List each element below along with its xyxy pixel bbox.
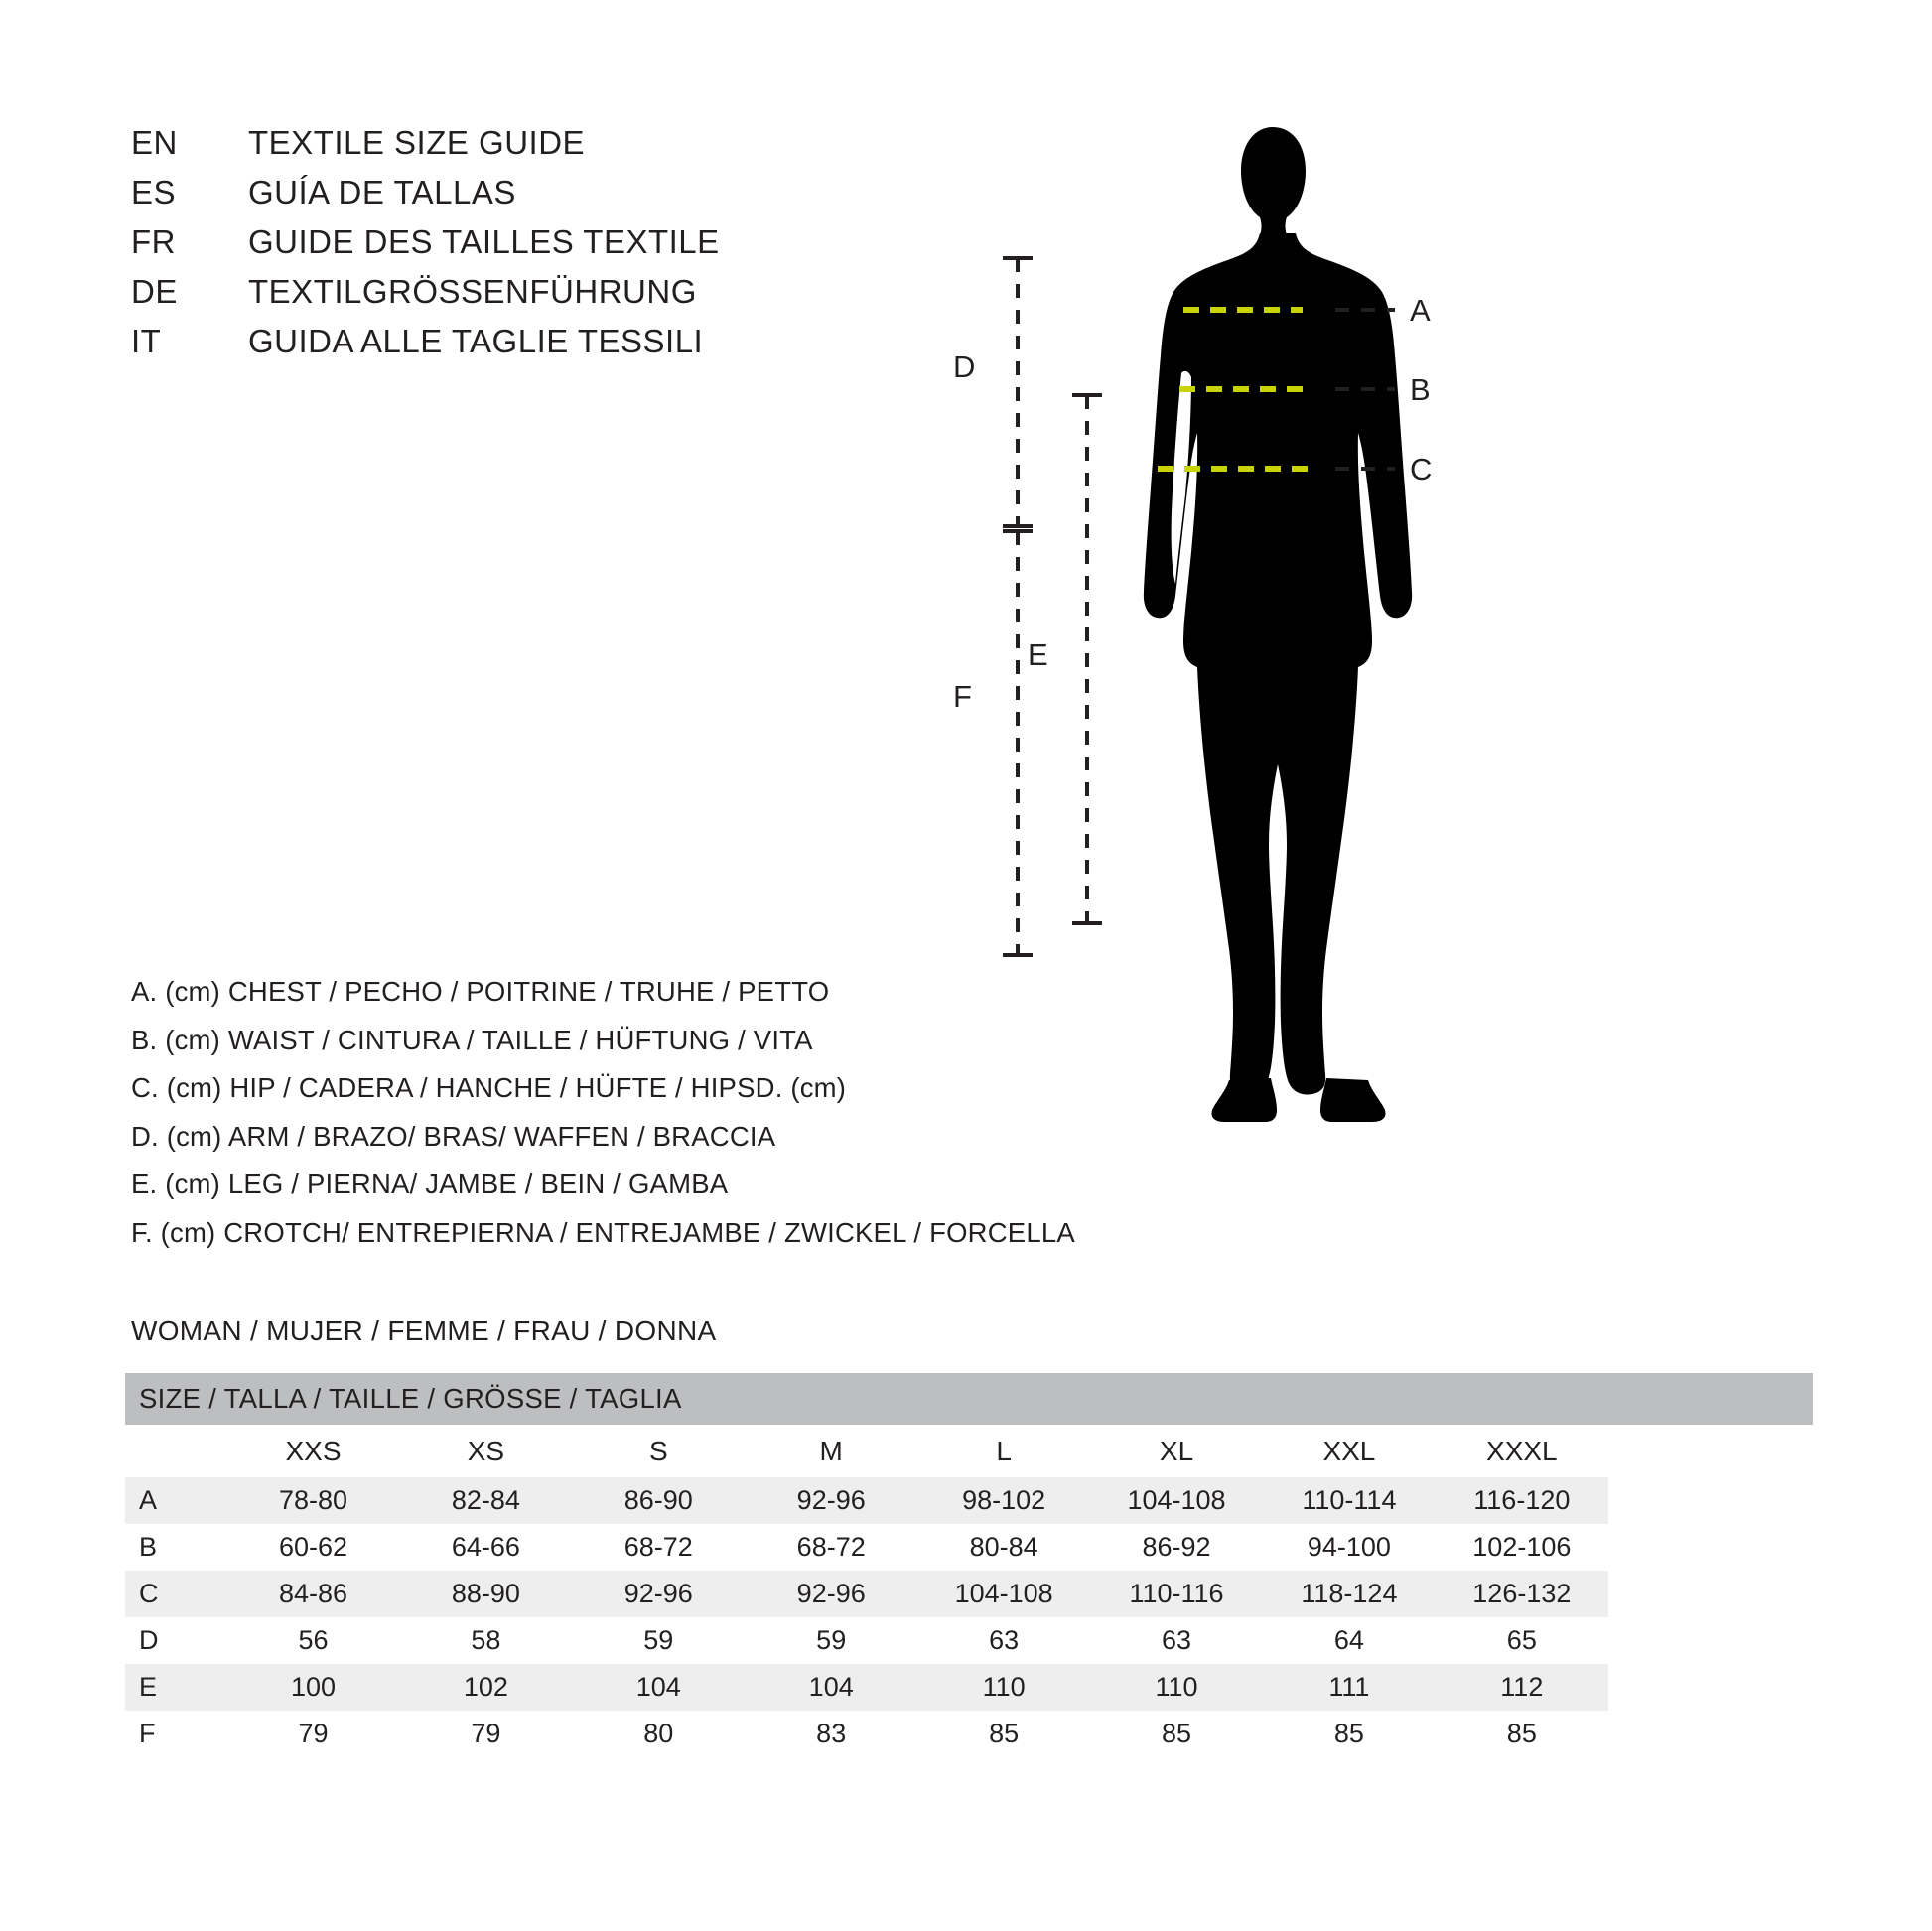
cell: 111 [1263,1664,1436,1711]
cell: 79 [471,1719,501,1748]
cell: 85 [1506,1719,1537,1748]
table-header-row [125,1373,1813,1425]
measurement-legend [131,968,1183,1257]
cell: 104-108 [1090,1477,1263,1524]
table-row [125,1571,1813,1617]
cell: 84-86 [227,1571,400,1617]
language-title-block [131,124,886,372]
language-code: EN [131,124,178,161]
language-title: TEXTILE SIZE GUIDE [248,124,586,161]
cell: 63 [1161,1625,1192,1655]
cell: 85 [1161,1719,1192,1748]
table-row [125,1477,1813,1524]
cell: 92-96 [745,1571,917,1617]
cell: 98-102 [917,1477,1090,1524]
legend-item-f: F. (cm) CROTCH/ ENTREPIERNA / ENTREJAMBE / ZWICKEL / FORCELLA [131,1216,1075,1248]
size-header-xs: XS [467,1435,505,1466]
cell: 86-90 [572,1477,745,1524]
cell: 92-96 [745,1477,917,1524]
language-code: IT [131,323,162,359]
cell: 110-116 [1090,1571,1263,1617]
row-label: B [139,1532,158,1562]
table-tail-cell [1608,1425,1813,1477]
cell: 68-72 [796,1532,866,1562]
size-header-xxs: XXS [285,1435,342,1466]
cell: 80 [643,1719,674,1748]
table-row [125,1617,1813,1664]
legend-item-a: A. (cm) CHEST / PECHO / POITRINE / TRUHE / PETTO [131,976,830,1007]
female-silhouette [1144,127,1412,1122]
size-header-l: L [996,1435,1012,1466]
language-code: DE [131,273,178,310]
cell: 104-108 [917,1571,1090,1617]
marker-label-e: E [1028,637,1048,672]
cell: 64 [1333,1625,1364,1655]
legend-item-e: E. (cm) LEG / PIERNA/ JAMBE / BEIN / GAMBA [131,1169,729,1199]
cell: 60-62 [278,1532,348,1562]
table-row [125,1711,1813,1757]
cell: 80-84 [969,1532,1038,1562]
measurement-diagram [953,79,1817,1191]
cell: 58 [471,1625,501,1655]
size-header-xxl: XXL [1322,1435,1376,1466]
table-header-label: SIZE / TALLA / TAILLE / GRÖSSE / TAGLIA [125,1373,1813,1425]
cell: 79 [298,1719,329,1748]
bracket-f [1003,531,1033,955]
cell: 110-114 [1263,1477,1436,1524]
table-tail-cell [1608,1664,1813,1711]
language-title: GUIDE DES TAILLES TEXTILE [248,223,720,260]
cell: 56 [298,1625,329,1655]
cell: 68-72 [623,1532,693,1562]
cell: 104 [572,1664,745,1711]
cell: 110 [917,1664,1090,1711]
bracket-d [1003,258,1033,526]
size-header-xl: XL [1159,1435,1194,1466]
table-row [125,1524,1813,1571]
size-header-s: S [648,1435,668,1466]
language-title: GUÍA DE TALLAS [248,174,516,210]
table-row [125,1664,1813,1711]
language-row [131,323,886,372]
marker-label-d: D [953,349,976,384]
cell: 102 [399,1664,572,1711]
row-label: F [139,1719,156,1748]
gender-label: WOMAN / MUJER / FEMME / FRAU / DONNA [131,1315,717,1346]
language-code: FR [131,223,176,260]
table-tail-cell [1608,1524,1813,1571]
cell: 86-92 [1142,1532,1211,1562]
cell: 88-90 [399,1571,572,1617]
language-row [131,124,886,174]
cell: 104 [745,1664,917,1711]
cell: 59 [643,1625,674,1655]
cell: 64-66 [451,1532,520,1562]
row-label: A [125,1477,227,1524]
size-table [125,1373,1813,1757]
marker-label-a: A [1410,293,1431,328]
row-label: D [139,1625,159,1655]
cell: 100 [227,1664,400,1711]
size-header-m: M [819,1435,843,1466]
cell: 118-124 [1263,1571,1436,1617]
cell: 94-100 [1307,1532,1391,1562]
cell: 102-106 [1472,1532,1572,1562]
cell: 78-80 [227,1477,400,1524]
marker-label-c: C [1410,452,1433,486]
marker-label-b: B [1410,372,1431,407]
language-row [131,174,886,223]
marker-label-f: F [953,679,972,714]
legend-item-d: D. (cm) ARM / BRAZO/ BRAS/ WAFFEN / BRACCIA [131,1120,776,1152]
table-tail-cell [1608,1477,1813,1524]
bracket-e [1072,395,1102,923]
cell: 116-120 [1436,1477,1608,1524]
language-row [131,273,886,323]
row-label: C [125,1571,227,1617]
cell: 82-84 [399,1477,572,1524]
legend-item-c: C. (cm) HIP / CADERA / HANCHE / HÜFTE / HIPSD. (cm) [131,1072,847,1103]
table-tail-cell [1608,1571,1813,1617]
cell: 85 [1333,1719,1364,1748]
legend-item-b: B. (cm) WAIST / CINTURA / TAILLE / HÜFTUNG / VITA [131,1024,813,1055]
row-label-empty [125,1425,227,1477]
cell: 112 [1436,1664,1608,1711]
language-title: GUIDA ALLE TAGLIE TESSILI [248,323,704,359]
cell: 63 [989,1625,1020,1655]
cell: 65 [1506,1625,1537,1655]
cell: 83 [816,1719,847,1748]
cell: 85 [989,1719,1020,1748]
table-tail-cell [1608,1617,1813,1664]
cell: 126-132 [1436,1571,1608,1617]
cell: 110 [1090,1664,1263,1711]
cell: 92-96 [572,1571,745,1617]
cell: 59 [816,1625,847,1655]
size-header-xxxl: XXXL [1486,1435,1558,1466]
table-tail-cell [1608,1711,1813,1757]
language-row [131,223,886,273]
row-label: E [125,1664,227,1711]
language-title: TEXTILGRÖSSENFÜHRUNG [248,273,697,310]
language-code: ES [131,174,177,210]
table-sizes-row [125,1425,1813,1477]
